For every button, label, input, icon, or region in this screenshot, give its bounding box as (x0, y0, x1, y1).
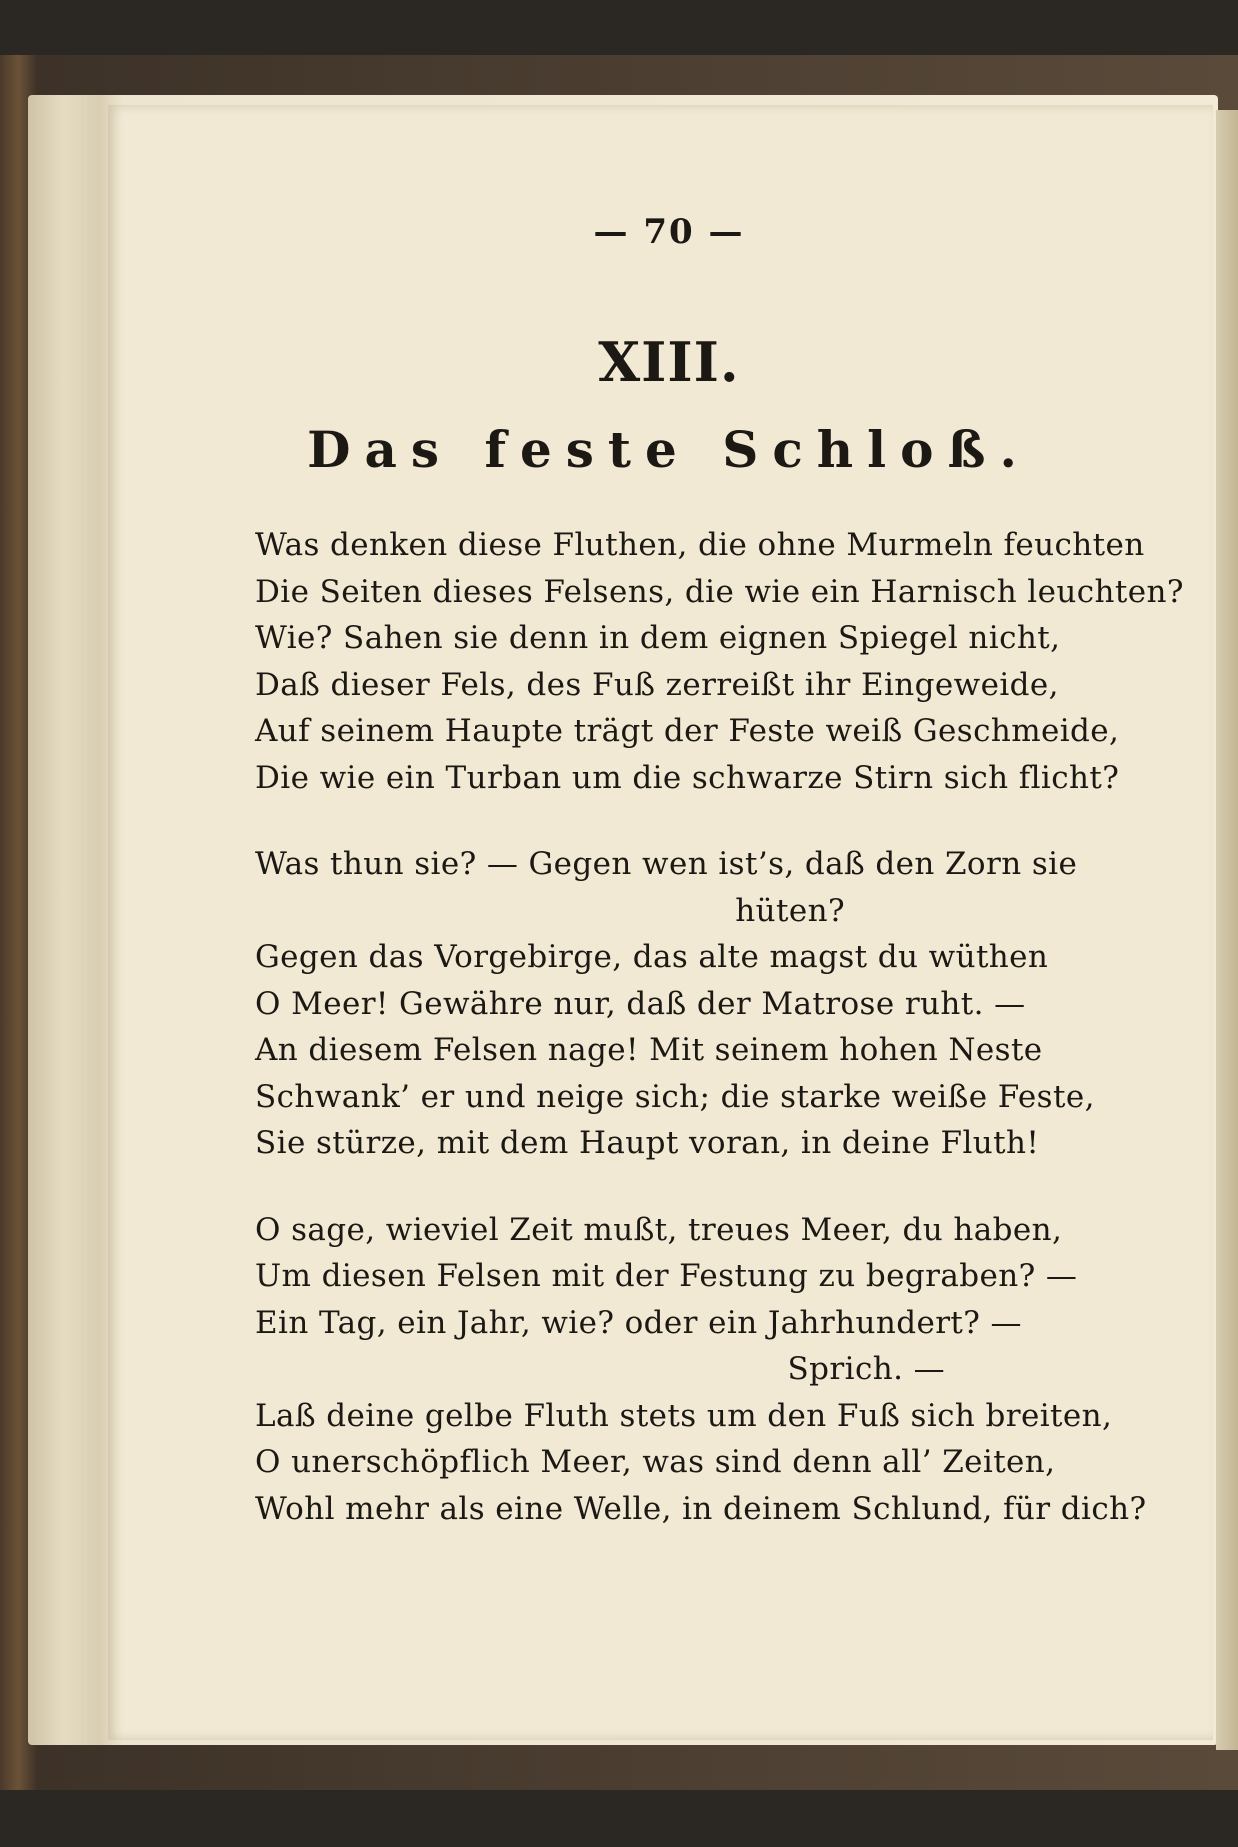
poem-line: Gegen das Vorgebirge, das alte magst du wüthen (255, 939, 1049, 975)
poem-line-continuation: Sprich. — (787, 1351, 945, 1387)
stanza-gap (255, 1167, 1105, 1207)
stanza (255, 1207, 1147, 1533)
poem-line: Auf seinem Haupte trägt der Feste weiß Geschmeide, (255, 713, 1120, 749)
poem-line: O sage, wieviel Zeit mußt, treues Meer, du haben, (255, 1211, 1063, 1248)
poem-line: Die wie ein Turban um die schwarze Stirn sich flicht? (255, 759, 1120, 796)
poem-line: O unerschöpflich Meer, was sind denn all’ Zeiten, (255, 1444, 1056, 1480)
poem-line: Sie stürze, mit dem Haupt voran, in deine Fluth! (255, 1125, 1040, 1161)
poem-line: Daß dieser Fels, des Fuß zerreißt ihr Eingeweide, (255, 666, 1059, 703)
page-number: — 70 — (593, 212, 745, 252)
poem-line: Um diesen Felsen mit der Festung zu begraben? — (255, 1258, 1078, 1294)
poem-line-continuation: hüten? (735, 892, 845, 929)
stanza (255, 522, 1184, 801)
poem-body (255, 522, 1184, 1532)
poem-line: Laß deine gelbe Fluth stets um den Fuß sich breiten, (255, 1397, 1113, 1434)
poem-line: An diesem Felsen nage! Mit seinem hohen Neste (255, 1032, 1043, 1068)
poem-line: Was denken diese Fluthen, die ohne Murmeln feuchten (255, 527, 1145, 563)
chapter-number: XIII. (598, 330, 740, 394)
poem-line: Ein Tag, ein Jahr, wie? oder ein Jahrhundert? — (255, 1304, 1022, 1341)
poem-line: Die Seiten dieses Felsens, die wie ein Harnisch leuchten? (255, 573, 1184, 610)
poem-line: Was thun sie? — Gegen wen ist’s, daß den Zorn sie (255, 846, 1078, 882)
poem-line: Wohl mehr als eine Welle, in deinem Schlund, für dich? (255, 1490, 1147, 1527)
poem-line: O Meer! Gewähre nur, daß der Matrose ruht. — (255, 985, 1026, 1022)
stanza (255, 841, 1105, 1167)
stanza-gap (255, 801, 1105, 841)
poem-title: Das feste Schloß. (307, 420, 1031, 479)
poem-line: Wie? Sahen sie denn in dem eignen Spiegel nicht, (255, 620, 1061, 656)
poem-line: Schwank’ er und neige sich; die starke weiße Feste, (255, 1078, 1095, 1115)
